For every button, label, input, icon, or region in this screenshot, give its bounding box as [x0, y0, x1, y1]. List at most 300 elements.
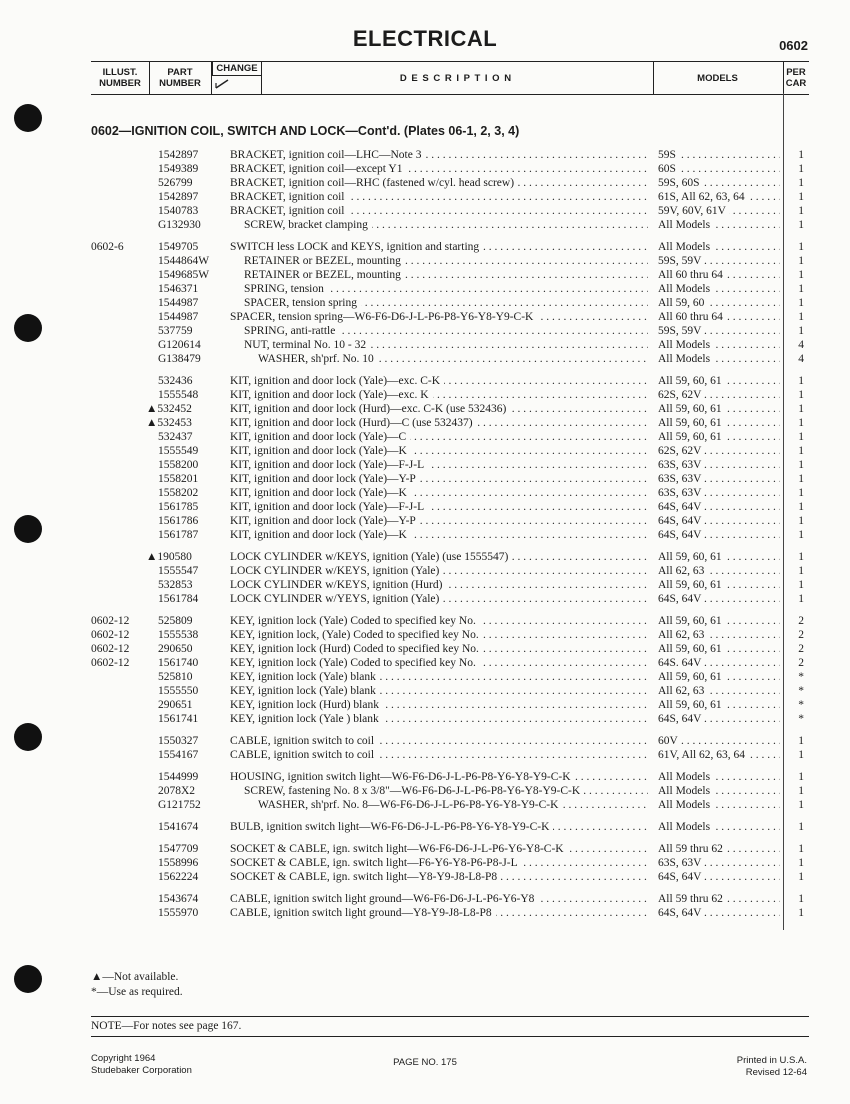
part-number: 1555550 [158, 685, 199, 697]
part-description [230, 416, 648, 430]
part-description [244, 254, 648, 268]
header-per-line1: PER [786, 67, 806, 78]
models-cell [658, 564, 780, 578]
table-row [0, 190, 850, 204]
models-cell [658, 514, 780, 528]
table-row [0, 296, 850, 310]
part-number: 1555549 [158, 445, 199, 457]
per-car-qty: 1 [798, 403, 804, 415]
table-row [0, 472, 850, 486]
part-number: 1542897 [158, 149, 199, 161]
per-car-qty: 4 [798, 339, 804, 351]
part-description [230, 906, 648, 920]
models-cell [658, 204, 780, 218]
part-description [230, 310, 648, 324]
part-number: 525809 [158, 615, 193, 627]
description-text: SPRING, anti-rattle [244, 325, 339, 337]
models-text: All Models [658, 283, 713, 295]
description-text: LOCK CYLINDER w/KEYS, ignition (Yale) [230, 565, 443, 577]
table-row [0, 162, 850, 176]
models-cell [658, 770, 780, 784]
models-cell [658, 282, 780, 296]
part-description [230, 458, 648, 472]
per-car-qty: * [798, 699, 804, 711]
part-number: 1547709 [158, 843, 199, 855]
models-text: All 59, 60, 61 [658, 375, 725, 387]
part-description [230, 670, 648, 684]
part-description [230, 486, 648, 500]
part-number: 1561785 [158, 501, 199, 513]
part-description [230, 514, 648, 528]
description-text: SOCKET & CABLE, ign. switch light—W6-F6-D6-J-L-P6-Y6-Y8-C-K [230, 843, 568, 855]
models-text: 62S, 62V [658, 389, 704, 401]
part-number: G138479 [158, 353, 201, 365]
models-cell [658, 842, 780, 856]
per-car-qty: * [798, 685, 804, 697]
part-number: G121752 [158, 799, 201, 811]
table-row [0, 352, 850, 366]
models-cell [658, 870, 780, 884]
per-car-qty: 1 [798, 191, 804, 203]
illus-number: 0602-12 [91, 615, 130, 627]
description-text: BRACKET, ignition coil [230, 191, 348, 203]
models-cell [658, 656, 780, 670]
table-row [0, 642, 850, 656]
description-text: KEY, ignition lock (Hurd) blank [230, 699, 383, 711]
part-description [230, 856, 648, 870]
models-text: 64S, 64V [658, 529, 704, 541]
models-cell [658, 592, 780, 606]
part-number: 1549705 [158, 241, 199, 253]
part-description [258, 352, 648, 366]
models-text: All 59, 60, 61 [658, 417, 725, 429]
table-row [0, 906, 850, 920]
models-text: All Models [658, 339, 713, 351]
description-text: SPRING, tension [244, 283, 328, 295]
part-description [230, 240, 648, 254]
per-car-qty: 1 [798, 431, 804, 443]
models-text: All 59, 60, 61 [658, 671, 725, 683]
header-per-car [783, 62, 809, 94]
table-row [0, 734, 850, 748]
models-text: 59S, 59V [658, 325, 704, 337]
part-number: 1561740 [158, 657, 199, 669]
part-description [244, 784, 648, 798]
part-description [230, 176, 648, 190]
part-number: 525810 [158, 671, 193, 683]
table-row [0, 204, 850, 218]
table-row [0, 748, 850, 762]
part-number: 1546371 [158, 283, 199, 295]
part-number: ▲532452 [146, 403, 192, 415]
per-car-qty: * [798, 671, 804, 683]
printed-info [737, 1055, 807, 1079]
table-row [0, 416, 850, 430]
part-description [230, 444, 648, 458]
part-description [230, 204, 648, 218]
description-text: KIT, ignition and door lock (Yale)—K [230, 529, 411, 541]
models-text: 62S, 62V [658, 445, 704, 457]
part-number: 290651 [158, 699, 193, 711]
part-number: G132930 [158, 219, 201, 231]
description-text: WASHER, sh'prf. No. 8—W6-F6-D6-J-L-P6-P8-Y6-Y8-Y9-C-K [258, 799, 562, 811]
models-text: All Models [658, 353, 713, 365]
per-car-qty: 1 [798, 907, 804, 919]
table-row [0, 798, 850, 812]
models-cell [658, 310, 780, 324]
table-row [0, 338, 850, 352]
table-row [0, 374, 850, 388]
table-row [0, 528, 850, 542]
description-text: KIT, ignition and door lock (Yale)—C [230, 431, 410, 443]
per-car-qty: 1 [798, 473, 804, 485]
description-text: KIT, ignition and door lock (Yale)—Y-P [230, 473, 420, 485]
part-number: 1561787 [158, 529, 199, 541]
illus-number: 0602-12 [91, 629, 130, 641]
header-part-line1: PART [167, 67, 193, 78]
description-text: RETAINER or BEZEL, mounting [244, 255, 405, 267]
table-row [0, 176, 850, 190]
models-cell [658, 906, 780, 920]
header-description: D E S C R I P T I O N [399, 72, 513, 84]
part-number: 532437 [158, 431, 193, 443]
description-text: CABLE, ignition switch light ground—W6-F6-D6-J-L-P6-Y6-Y8 [230, 893, 538, 905]
part-number: 1541674 [158, 821, 199, 833]
per-car-qty: 1 [798, 205, 804, 217]
per-car-qty: 1 [798, 177, 804, 189]
per-car-qty: 1 [798, 459, 804, 471]
divider [91, 1036, 809, 1037]
part-number: 1561786 [158, 515, 199, 527]
models-cell [658, 892, 780, 906]
part-description [230, 820, 648, 834]
per-car-qty: 1 [798, 871, 804, 883]
part-description [230, 870, 648, 884]
description-text: LOCK CYLINDER w/KEYS, ignition (Yale) (use 1555547) [230, 551, 512, 563]
description-text: KIT, ignition and door lock (Yale)—K [230, 487, 411, 499]
part-number: 1542897 [158, 191, 199, 203]
models-text: 64S, 64V [658, 593, 704, 605]
table-row [0, 254, 850, 268]
part-description [230, 628, 648, 642]
models-cell [658, 528, 780, 542]
table-row [0, 430, 850, 444]
per-car-qty: 1 [798, 843, 804, 855]
models-cell [658, 388, 780, 402]
models-text: All 59, 60, 61 [658, 403, 725, 415]
part-description [230, 592, 648, 606]
description-text: KIT, ignition and door lock (Yale)—K [230, 445, 411, 457]
per-car-qty: 2 [798, 643, 804, 655]
part-description [230, 748, 648, 762]
table-row [0, 712, 850, 726]
part-description [230, 388, 648, 402]
models-cell [658, 784, 780, 798]
part-number: 1558200 [158, 459, 199, 471]
part-number: 1555538 [158, 629, 199, 641]
models-cell [658, 798, 780, 812]
models-text: All 62, 63 [658, 629, 707, 641]
table-row [0, 282, 850, 296]
per-car-qty: 1 [798, 297, 804, 309]
table-row [0, 784, 850, 798]
per-car-qty: 1 [798, 785, 804, 797]
header-per-line2: CAR [785, 78, 807, 89]
per-car-qty: 1 [798, 325, 804, 337]
part-number: 532436 [158, 375, 193, 387]
models-cell [658, 578, 780, 592]
description-text: SPACER, tension spring [244, 297, 361, 309]
description-text: LOCK CYLINDER w/YEYS, ignition (Yale) [230, 593, 443, 605]
models-text: All Models [658, 219, 713, 231]
part-description [230, 162, 648, 176]
per-car-qty: 1 [798, 417, 804, 429]
page-title: ELECTRICAL [352, 26, 498, 51]
table-row [0, 592, 850, 606]
per-car-qty: 1 [798, 219, 804, 231]
part-number: 1561741 [158, 713, 199, 725]
table-row [0, 148, 850, 162]
per-car-qty: 1 [798, 445, 804, 457]
part-description [230, 148, 648, 162]
models-text: 60V [658, 735, 681, 747]
illus-number: 0602-12 [91, 657, 130, 669]
part-number: 1549389 [158, 163, 199, 175]
description-text: KIT, ignition and door lock (Yale)—F-J-L [230, 501, 428, 513]
table-row [0, 486, 850, 500]
models-text: All Models [658, 821, 713, 833]
table-row [0, 656, 850, 670]
description-text: KEY, ignition lock (Yale ) blank [230, 713, 383, 725]
per-car-qty: 1 [798, 501, 804, 513]
part-description [244, 338, 648, 352]
models-text: All Models [658, 785, 713, 797]
part-description [244, 268, 648, 282]
per-car-qty: 1 [798, 487, 804, 499]
models-text: All 59 thru 62 [658, 893, 726, 905]
per-car-qty: 2 [798, 657, 804, 669]
part-number: 1544987 [158, 311, 199, 323]
models-text: All 60 thru 64 [658, 269, 726, 281]
part-number: 537759 [158, 325, 193, 337]
models-text: 61V, All 62, 63, 64 [658, 749, 748, 761]
models-text: 63S, 63V [658, 487, 704, 499]
part-number: 1549685W [158, 269, 210, 281]
models-cell [658, 430, 780, 444]
part-number: 1550327 [158, 735, 199, 747]
per-car-qty: 1 [798, 857, 804, 869]
description-text: LOCK CYLINDER w/KEYS, ignition (Hurd) [230, 579, 446, 591]
part-description [230, 770, 648, 784]
footnote-not-available: ▲—Not available. [91, 971, 179, 983]
description-text: SOCKET & CABLE, ign. switch light—Y8-Y9-J8-L8-P8 [230, 871, 501, 883]
description-text: KEY, ignition lock (Yale) blank [230, 685, 380, 697]
part-number: 1543674 [158, 893, 199, 905]
description-text: RETAINER or BEZEL, mounting [244, 269, 405, 281]
description-text: WASHER, sh'prf. No. 10 [258, 353, 378, 365]
table-row [0, 500, 850, 514]
models-cell [658, 444, 780, 458]
description-text: KEY, ignition lock, (Yale) Coded to specified key No. [230, 629, 483, 641]
part-number: 1544999 [158, 771, 199, 783]
models-text: All 59, 60, 61 [658, 699, 725, 711]
table-row [0, 444, 850, 458]
models-text: 64S, 64V [658, 515, 704, 527]
models-cell [658, 614, 780, 628]
models-cell [658, 162, 780, 176]
per-car-qty: 1 [798, 821, 804, 833]
part-number: 1544987 [158, 297, 199, 309]
per-car-qty: 2 [798, 615, 804, 627]
description-text: SOCKET & CABLE, ign. switch light—F6-Y6-Y8-P6-P8-J-L [230, 857, 522, 869]
models-cell [658, 734, 780, 748]
part-description [230, 500, 648, 514]
description-text: NUT, terminal No. 10 - 32 [244, 339, 370, 351]
copyright-line2: Studebaker Corporation [91, 1065, 192, 1076]
models-text: All 59, 60, 61 [658, 551, 725, 563]
table-row [0, 842, 850, 856]
part-description [230, 892, 648, 906]
copyright-line1: Copyright 1964 [91, 1053, 156, 1064]
description-text: CABLE, ignition switch to coil [230, 735, 378, 747]
models-cell [658, 324, 780, 338]
description-text: KIT, ignition and door lock (Yale)—exc. C-K [230, 375, 444, 387]
description-text: CABLE, ignition switch light ground—Y8-Y9-J8-L8-P8 [230, 907, 496, 919]
models-cell [658, 458, 780, 472]
table-row [0, 310, 850, 324]
part-description [230, 402, 648, 416]
models-cell [658, 352, 780, 366]
per-car-qty: 1 [798, 311, 804, 323]
models-text: 60S [658, 163, 679, 175]
part-number: 526799 [158, 177, 193, 189]
table-row [0, 564, 850, 578]
part-number: 532853 [158, 579, 193, 591]
part-description [230, 528, 648, 542]
models-cell [658, 684, 780, 698]
per-car-qty: 1 [798, 375, 804, 387]
per-car-qty: 1 [798, 255, 804, 267]
header-part-line2: NUMBER [159, 78, 201, 89]
description-text: SCREW, fastening No. 8 x 3/8"—W6-F6-D6-J-L-P6-P8-Y6-Y8-Y9-C-K [244, 785, 584, 797]
description-text: KEY, ignition lock (Yale) blank [230, 671, 380, 683]
part-number: G120614 [158, 339, 201, 351]
models-cell [658, 628, 780, 642]
part-description [230, 374, 648, 388]
table-row [0, 240, 850, 254]
models-text: 63S, 63V [658, 459, 704, 471]
table-row [0, 578, 850, 592]
part-description [244, 296, 648, 310]
per-car-qty: 1 [798, 565, 804, 577]
table-row [0, 550, 850, 564]
table-row [0, 856, 850, 870]
per-car-qty: 2 [798, 629, 804, 641]
per-car-qty: 1 [798, 389, 804, 401]
table-row [0, 268, 850, 282]
models-text: 64S. 64V [658, 657, 704, 669]
header-change: CHANGE [212, 62, 262, 76]
part-description [230, 734, 648, 748]
part-description [230, 190, 648, 204]
models-text: 64S, 64V [658, 501, 704, 513]
part-description [230, 642, 648, 656]
models-cell [658, 240, 780, 254]
models-text: All 62, 63 [658, 565, 707, 577]
part-number: 290650 [158, 643, 193, 655]
models-cell [658, 268, 780, 282]
models-text: 64S, 64V [658, 907, 704, 919]
models-text: All 60 thru 64 [658, 311, 726, 323]
models-text: 59S [658, 149, 679, 161]
header-illus-line2: NUMBER [99, 78, 141, 89]
models-text: 59S, 59V [658, 255, 704, 267]
models-cell [658, 670, 780, 684]
part-number: 2078X2 [158, 785, 196, 797]
per-car-qty: 1 [798, 515, 804, 527]
header-models: MODELS [697, 72, 738, 84]
description-text: KIT, ignition and door lock (Yale)—Y-P [230, 515, 420, 527]
header-illus-line1: ILLUST. [102, 67, 138, 78]
part-description [230, 430, 648, 444]
note: NOTE—For notes see page 167. [91, 1020, 242, 1032]
printed-line1: Printed in U.S.A. [736, 1055, 807, 1066]
models-cell [658, 190, 780, 204]
part-number: 1555548 [158, 389, 199, 401]
description-text: KIT, ignition and door lock (Hurd)—exc. C-K (use 532436) [230, 403, 510, 415]
models-cell [658, 416, 780, 430]
table-row [0, 892, 850, 906]
description-text: KEY, ignition lock (Yale) Coded to specified key No. [230, 615, 480, 627]
table-row [0, 388, 850, 402]
models-text: All Models [658, 771, 713, 783]
part-description [244, 324, 648, 338]
part-number: ▲190580 [146, 551, 192, 563]
illus-number: 0602-12 [91, 643, 130, 655]
table-row [0, 684, 850, 698]
models-text: 61S, All 62, 63, 64 [658, 191, 748, 203]
table-header [91, 61, 809, 95]
part-number: 1558996 [158, 857, 199, 869]
models-cell [658, 550, 780, 564]
models-cell [658, 642, 780, 656]
models-text: 64S, 64V [658, 871, 704, 883]
per-car-qty: 1 [798, 241, 804, 253]
part-number: ▲532453 [146, 417, 192, 429]
models-cell [658, 472, 780, 486]
binder-hole [14, 965, 42, 993]
description-text: BRACKET, ignition coil—LHC—Note 3 [230, 149, 425, 161]
part-description [244, 282, 648, 296]
models-text: All Models [658, 241, 713, 253]
binder-hole [14, 104, 42, 132]
models-text: 63S, 63V [658, 473, 704, 485]
description-text: KIT, ignition and door lock (Yale)—exc. K [230, 389, 433, 401]
models-text: 59S, 60S [658, 177, 703, 189]
table-row [0, 514, 850, 528]
models-cell [658, 500, 780, 514]
per-car-qty: 1 [798, 269, 804, 281]
description-text: HOUSING, ignition switch light—W6-F6-D6-J-L-P6-P8-Y6-Y8-Y9-C-K [230, 771, 575, 783]
description-text: SCREW, bracket clamping [244, 219, 372, 231]
part-description [230, 712, 648, 726]
models-cell [658, 338, 780, 352]
page-number: PAGE NO. 175 [393, 1057, 457, 1068]
per-car-qty: 4 [798, 353, 804, 365]
models-text: All 59, 60, 61 [658, 431, 725, 443]
part-description [230, 564, 648, 578]
models-text: All 59, 60, 61 [658, 615, 725, 627]
